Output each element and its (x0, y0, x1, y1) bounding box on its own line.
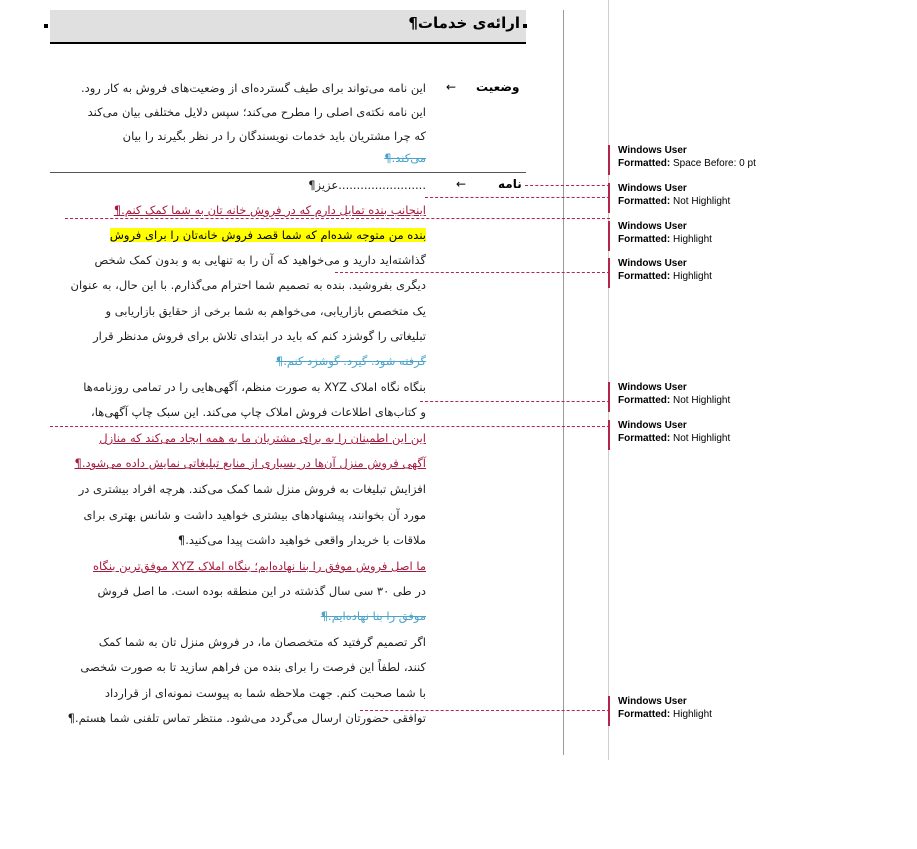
status-label: وضعیت (476, 80, 520, 94)
balloon-author: Windows User (618, 183, 687, 194)
letter-line-21[interactable]: توافقی حضورتان ارسال می‌گردد می‌شود. منتظر تماس تلفنی شما هستم.¶ (67, 711, 426, 725)
letter-line-7[interactable]: گرفته شود. گیرد. گوشزد کنم.¶ (275, 354, 426, 368)
balloon-marker (608, 696, 610, 726)
page-margin-line (563, 10, 564, 755)
balloon-author: Windows User (618, 258, 687, 269)
format-balloon-6[interactable] (608, 420, 908, 450)
balloon-detail: Formatted: Not Highlight (618, 395, 731, 406)
letter-line-9[interactable]: و کتاب‌های اطلاعات فروش املاک چاپ می‌کند. این سبک چاپ آگهی‌ها، (91, 405, 426, 419)
balloon-connector-5 (420, 401, 610, 402)
letter-line-13[interactable]: مورد آن بخوانند، پیشنهادهای بیشتری خواهید داشت و شانس بهتری برای (83, 508, 426, 522)
balloon-connector-6 (50, 426, 610, 427)
letter-line-3[interactable]: گذاشته‌اید دارید و می‌خواهید که آن را به تنهایی به و بدون کمک شخص (94, 253, 426, 267)
format-balloon-2[interactable] (608, 183, 908, 213)
balloon-connector-2 (425, 197, 610, 198)
letter-line-4[interactable]: دیگری بفروشید. بنده به تصمیم شما احترام می‌گذارم. با این حال، به عنوان (70, 278, 426, 292)
balloon-author: Windows User (618, 420, 687, 431)
status-line-4[interactable]: می‌کند.¶ (384, 151, 426, 165)
letter-line-15[interactable]: ما اصل فروش موفق را بنا نهاده‌ایم؛ بنگاه املاک XYZ موفق‌ترین بنگاه (92, 559, 426, 573)
balloon-detail: Formatted: Not Highlight (618, 433, 731, 444)
letter-line-2[interactable]: بنده من متوجه شده‌ام که شما قصد فروش خانه‌تان را برای فروش (109, 228, 426, 242)
letter-line-1[interactable]: اینجانب بنده تمایل دارم که در فروش خانه تان به شما کمک کنم.¶ (113, 203, 426, 217)
balloon-author: Windows User (618, 382, 687, 393)
letter-line-5[interactable]: یک متخصص بازاریابی، می‌خواهم به شما برخی از حقایق بازاریابی و (105, 304, 426, 318)
letter-line-19[interactable]: کنند، لطفاً این فرصت را برای بنده من فراهم سازید تا به صورت شخصی (80, 660, 426, 674)
format-mark-right (523, 24, 527, 28)
letter-line-6[interactable]: تبلیغاتی را گوشزد کنم که باید در ابتدای تلاش برای فروش مدنظر قرار (93, 329, 426, 343)
format-balloon-4[interactable] (608, 258, 908, 288)
balloon-detail: Formatted: Highlight (618, 271, 712, 282)
balloon-detail: Formatted: Highlight (618, 709, 712, 720)
balloon-author: Windows User (618, 696, 687, 707)
section-heading[interactable]: ارائه‌ی خدمات¶ (408, 14, 520, 32)
status-line-1[interactable]: این نامه می‌تواند برای طیف گسترده‌ای از وضعیت‌های فروش به کار رود. (80, 81, 426, 95)
letter-line-14[interactable]: ملاقات با خریدار واقعی خواهید داشت پیدا می‌کنید.¶ (177, 533, 426, 547)
section-divider (50, 172, 526, 173)
balloon-marker (608, 258, 610, 288)
format-balloon-7[interactable] (608, 696, 908, 726)
balloon-marker (608, 145, 610, 175)
balloon-connector-7 (360, 710, 610, 711)
balloon-detail: Formatted: Highlight (618, 234, 712, 245)
balloon-detail: Formatted: Space Before: 0 pt (618, 158, 756, 169)
letter-line-18[interactable]: اگر تصمیم گرفتید که متخصصان ما، در فروش منزل تان به شما کمک (98, 635, 426, 649)
balloon-marker (608, 420, 610, 450)
balloon-detail: Formatted: Not Highlight (618, 196, 731, 207)
format-mark-left (44, 24, 48, 28)
balloon-marker (608, 382, 610, 412)
letter-line-20[interactable]: با شما صحبت کنم. جهت ملاحظه شما به پیوست نمونه‌ای از قرارداد (104, 686, 426, 700)
letter-line-12[interactable]: افزایش تبلیغات به فروش منزل شما کمک می‌کند. هرچه افراد بیشتری در (78, 482, 426, 496)
balloon-marker (608, 221, 610, 251)
status-line-2[interactable]: این نامه نکته‌ی اصلی را مطرح می‌کند؛ سپس دلایل مختلفی بیان می‌کند (87, 105, 426, 119)
markup-area-border (608, 0, 609, 760)
letter-line-11[interactable]: آگهی فروش منزل آن‌ها در بسیاری از منابع تبلیغاتی نمایش داده می‌شود.¶ (74, 456, 426, 470)
salutation-line[interactable]: ........................عزیز¶ (308, 178, 426, 192)
status-line-3[interactable]: که چرا مشتریان باید خدمات نویسندگان را در نظر بگیرند را بیان (122, 129, 426, 143)
balloon-connector-4 (335, 272, 610, 273)
format-balloon-1[interactable] (608, 145, 908, 175)
balloon-marker (608, 183, 610, 213)
letter-line-8[interactable]: بنگاه نگاه املاک XYZ به صورت منظم، آگهی‌هایی را در تمامی روزنامه‌ها (83, 380, 426, 394)
format-balloon-3[interactable] (608, 221, 908, 251)
letter-label: نامه (498, 177, 522, 191)
balloon-author: Windows User (618, 145, 687, 156)
balloon-connector-1 (525, 185, 610, 186)
letter-line-16[interactable]: در طی ۳۰ سی سال گذشته در این منطقه بوده است. ما اصل فروش (97, 584, 426, 598)
balloon-connector-3 (65, 218, 610, 219)
letter-line-10[interactable]: این این اطمینان را به برای مشتریان ما به همه ایجاد می‌کند که منازل (99, 431, 426, 445)
section-heading-bar (50, 10, 526, 44)
format-balloon-5[interactable] (608, 382, 908, 412)
letter-line-17[interactable]: موفق را بنا نهاده‌ایم.¶ (320, 609, 426, 623)
balloon-author: Windows User (618, 221, 687, 232)
tab-arrow-icon: ← (446, 80, 457, 94)
tab-arrow-icon-2: ← (456, 177, 467, 191)
